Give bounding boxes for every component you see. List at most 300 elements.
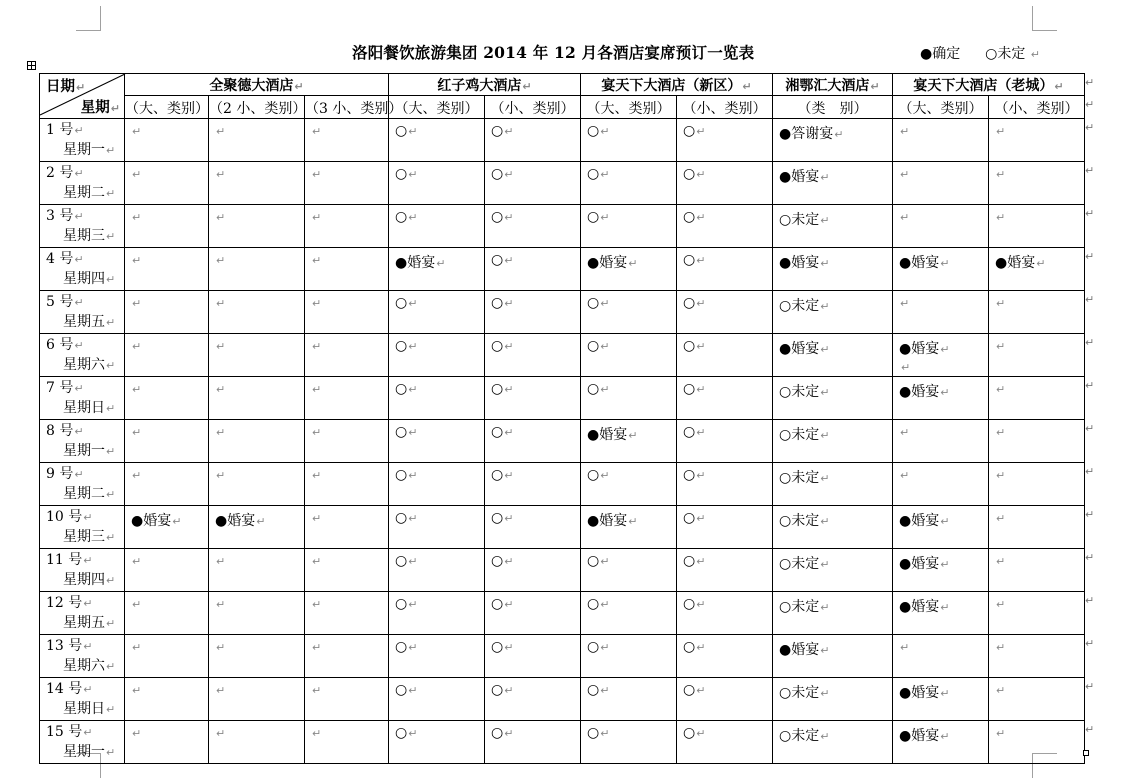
- booking-cell[interactable]: [581, 635, 677, 678]
- booking-cell[interactable]: [773, 635, 893, 678]
- booking-cell[interactable]: [893, 678, 989, 721]
- booking-cell[interactable]: [389, 420, 485, 463]
- booking-cell[interactable]: [209, 377, 305, 420]
- date-cell: [40, 205, 125, 248]
- booking-cell[interactable]: [773, 377, 893, 420]
- booking-status: ○: [683, 338, 696, 354]
- date-text: 2 号: [46, 165, 74, 181]
- booking-cell[interactable]: [989, 248, 1085, 291]
- date-line: [46, 508, 124, 527]
- booking-cell[interactable]: [209, 721, 305, 764]
- weekday-text: 星期日: [63, 400, 105, 416]
- date-line: [46, 465, 124, 484]
- booking-cell[interactable]: [677, 205, 773, 248]
- booking-cell[interactable]: [389, 119, 485, 162]
- booking-cell[interactable]: [209, 248, 305, 291]
- booking-cell[interactable]: [389, 377, 485, 420]
- paragraph-mark-icon: ↵: [504, 512, 514, 525]
- booking-cell[interactable]: [989, 291, 1085, 334]
- booking-cell[interactable]: [209, 678, 305, 721]
- booking-cell[interactable]: [893, 506, 989, 549]
- weekday-text: 星期一: [63, 744, 105, 760]
- booking-cell[interactable]: [305, 248, 389, 291]
- booking-cell[interactable]: [677, 678, 773, 721]
- booking-cell[interactable]: [125, 678, 209, 721]
- hotel-header: [893, 74, 1085, 96]
- booking-cell[interactable]: [305, 334, 389, 377]
- booking-cell[interactable]: [581, 248, 677, 291]
- booking-status: ●婚宴: [395, 255, 436, 271]
- weekday-text: 星期三: [63, 529, 105, 545]
- date-text: 9 号: [46, 466, 74, 482]
- row-end-mark-icon: ↵: [1085, 206, 1095, 220]
- booking-cell[interactable]: [989, 334, 1085, 377]
- booking-cell[interactable]: [773, 248, 893, 291]
- booking-cell[interactable]: [677, 549, 773, 592]
- paragraph-mark-icon: ↵: [256, 515, 266, 528]
- booking-cell[interactable]: [989, 592, 1085, 635]
- booking-cell[interactable]: [581, 592, 677, 635]
- booking-cell[interactable]: [485, 678, 581, 721]
- paragraph-mark-icon: ↵: [600, 727, 610, 740]
- booking-status: ○: [395, 209, 408, 225]
- date-line: [46, 379, 124, 398]
- paragraph-mark-icon: ↵: [696, 641, 706, 654]
- booking-status: ○: [587, 123, 600, 139]
- paragraph-mark-icon: ↵: [600, 684, 610, 697]
- booking-cell[interactable]: [989, 420, 1085, 463]
- booking-cell[interactable]: [485, 506, 581, 549]
- booking-cell[interactable]: [989, 162, 1085, 205]
- booking-cell[interactable]: [305, 291, 389, 334]
- booking-status: ○未定: [779, 513, 820, 529]
- paragraph-mark-icon: ↵: [408, 641, 418, 654]
- booking-cell[interactable]: [773, 291, 893, 334]
- booking-status: ●婚宴: [899, 556, 940, 572]
- category-label: （大、类别）: [394, 101, 479, 117]
- category-header: [125, 96, 209, 119]
- paragraph-mark-icon: ↵: [504, 168, 514, 181]
- booking-cell[interactable]: [989, 205, 1085, 248]
- crop-mark-top-left: [76, 6, 101, 31]
- booking-cell[interactable]: [893, 162, 989, 205]
- paragraph-mark-icon: ↵: [996, 727, 1006, 740]
- weekday-line: [46, 226, 124, 247]
- booking-cell[interactable]: [677, 162, 773, 205]
- category-header: [389, 96, 485, 119]
- booking-status: ○: [683, 725, 696, 741]
- date-cell: [40, 506, 125, 549]
- booking-status: ○未定: [779, 212, 820, 228]
- booking-cell[interactable]: [125, 119, 209, 162]
- booking-cell[interactable]: [773, 463, 893, 506]
- booking-cell[interactable]: [773, 506, 893, 549]
- booking-cell[interactable]: [773, 678, 893, 721]
- booking-cell[interactable]: [209, 592, 305, 635]
- row-end-mark-icon: ↵: [1085, 593, 1095, 607]
- booking-cell[interactable]: [677, 506, 773, 549]
- table-resize-handle-icon[interactable]: [1083, 750, 1089, 756]
- date-cell: [40, 463, 125, 506]
- booking-cell[interactable]: [305, 463, 389, 506]
- booking-cell[interactable]: [989, 721, 1085, 764]
- booking-cell[interactable]: [893, 248, 989, 291]
- paragraph-mark-icon: ↵: [312, 598, 322, 611]
- booking-cell[interactable]: [893, 205, 989, 248]
- booking-cell[interactable]: [485, 205, 581, 248]
- row-end-mark-icon: ↵: [1085, 679, 1095, 693]
- paragraph-mark-icon: ↵: [996, 297, 1006, 310]
- paragraph-mark-icon: ↵: [696, 512, 706, 525]
- booking-cell[interactable]: [209, 291, 305, 334]
- booking-cell[interactable]: [209, 334, 305, 377]
- weekday-line: [46, 570, 124, 591]
- booking-cell[interactable]: [893, 420, 989, 463]
- booking-cell[interactable]: [485, 592, 581, 635]
- paragraph-mark-icon: ↵: [408, 211, 418, 224]
- category-label: （大、类别）: [898, 101, 983, 117]
- paragraph-mark-icon: ↵: [132, 426, 142, 439]
- booking-cell[interactable]: [389, 334, 485, 377]
- hotel-header: [389, 74, 581, 96]
- row-end-mark-icon: ↵: [1085, 163, 1095, 177]
- booking-cell[interactable]: [989, 119, 1085, 162]
- booking-status: ●婚宴: [215, 513, 256, 529]
- booking-cell[interactable]: [677, 635, 773, 678]
- paragraph-mark-icon: ↵: [820, 343, 830, 356]
- booking-cell[interactable]: [989, 463, 1085, 506]
- booking-status: ○: [683, 295, 696, 311]
- booking-cell[interactable]: [893, 635, 989, 678]
- booking-status: ○: [395, 467, 408, 483]
- paragraph-mark-icon: ↵: [132, 684, 142, 697]
- booking-cell[interactable]: [893, 721, 989, 764]
- booking-cell[interactable]: [485, 291, 581, 334]
- row-end-mark-icon: ↵: [1085, 636, 1095, 650]
- booking-status: ○: [491, 295, 504, 311]
- booking-status: ○: [395, 424, 408, 440]
- booking-cell[interactable]: [389, 463, 485, 506]
- booking-cell[interactable]: [305, 721, 389, 764]
- booking-cell[interactable]: [209, 119, 305, 162]
- booking-cell[interactable]: [305, 678, 389, 721]
- date-text: 5 号: [46, 294, 74, 310]
- booking-cell[interactable]: [677, 248, 773, 291]
- paragraph-mark-icon: ↵: [996, 340, 1006, 353]
- booking-cell[interactable]: [773, 119, 893, 162]
- booking-cell[interactable]: [581, 420, 677, 463]
- booking-status: ○: [587, 596, 600, 612]
- paragraph-mark-icon: ↵: [312, 641, 322, 654]
- weekday-text: 星期二: [63, 185, 105, 201]
- date-line: [46, 680, 124, 699]
- table-row: [40, 721, 1085, 764]
- booking-cell[interactable]: [125, 592, 209, 635]
- booking-cell[interactable]: [677, 420, 773, 463]
- booking-cell[interactable]: [893, 463, 989, 506]
- table-row: [40, 463, 1085, 506]
- booking-cell[interactable]: [581, 205, 677, 248]
- booking-cell[interactable]: [305, 549, 389, 592]
- weekday-text: 星期五: [63, 314, 105, 330]
- booking-cell[interactable]: [581, 334, 677, 377]
- paragraph-mark-icon: ↵: [628, 515, 638, 528]
- paragraph-mark-icon: ↵: [110, 102, 120, 115]
- weekday-line: [46, 398, 124, 419]
- booking-cell[interactable]: [209, 549, 305, 592]
- paragraph-mark-icon: ↵: [696, 727, 706, 740]
- paragraph-mark-icon: ↵: [106, 746, 116, 759]
- paragraph-mark-icon: ↵: [106, 660, 116, 673]
- booking-cell[interactable]: [893, 377, 989, 420]
- paragraph-mark-icon: ↵: [600, 340, 610, 353]
- paragraph-mark-icon: ↵: [696, 340, 706, 353]
- booking-status: ○: [395, 596, 408, 612]
- booking-cell[interactable]: [773, 721, 893, 764]
- booking-status: ○: [683, 510, 696, 526]
- booking-cell[interactable]: [389, 592, 485, 635]
- booking-cell[interactable]: [389, 506, 485, 549]
- booking-cell[interactable]: [677, 291, 773, 334]
- paragraph-mark-icon: ↵: [900, 125, 910, 138]
- booking-cell[interactable]: [125, 420, 209, 463]
- date-line: [46, 422, 124, 441]
- paragraph-mark-icon: ↵: [820, 515, 830, 528]
- booking-cell[interactable]: [677, 119, 773, 162]
- booking-status: ○: [491, 123, 504, 139]
- table-row: [40, 162, 1085, 205]
- booking-cell[interactable]: [125, 463, 209, 506]
- paragraph-mark-icon: ↵: [504, 598, 514, 611]
- paragraph-mark-icon: ↵: [820, 214, 830, 227]
- paragraph-mark-icon: ↵: [216, 426, 226, 439]
- booking-status: ○: [683, 424, 696, 440]
- booking-status: ○: [587, 553, 600, 569]
- booking-cell[interactable]: [485, 420, 581, 463]
- booking-cell[interactable]: [389, 205, 485, 248]
- booking-cell[interactable]: [893, 334, 989, 377]
- booking-status: ○: [587, 467, 600, 483]
- booking-status: ○: [683, 123, 696, 139]
- booking-cell[interactable]: [485, 549, 581, 592]
- paragraph-mark-icon: ↵: [820, 601, 830, 614]
- booking-status: ●婚宴: [779, 169, 820, 185]
- booking-cell[interactable]: [305, 635, 389, 678]
- paragraph-mark-icon: ↵: [312, 340, 322, 353]
- booking-cell[interactable]: [125, 635, 209, 678]
- booking-cell[interactable]: [209, 420, 305, 463]
- table-row: [40, 592, 1085, 635]
- booking-cell[interactable]: [305, 377, 389, 420]
- booking-cell[interactable]: [125, 248, 209, 291]
- booking-cell[interactable]: [773, 592, 893, 635]
- paragraph-mark-icon: ↵: [696, 383, 706, 396]
- booking-status: ●婚宴: [587, 255, 628, 271]
- booking-status: ○: [395, 682, 408, 698]
- booking-cell[interactable]: [125, 334, 209, 377]
- booking-status: ○: [491, 338, 504, 354]
- paragraph-mark-icon: ↵: [132, 211, 142, 224]
- booking-cell[interactable]: [209, 506, 305, 549]
- booking-cell[interactable]: [389, 635, 485, 678]
- booking-cell[interactable]: [485, 463, 581, 506]
- booking-cell[interactable]: [581, 291, 677, 334]
- booking-cell[interactable]: [485, 377, 581, 420]
- table-move-handle-icon[interactable]: [27, 61, 36, 70]
- booking-cell[interactable]: [125, 162, 209, 205]
- booking-cell[interactable]: [125, 377, 209, 420]
- weekday-line: [46, 312, 124, 333]
- category-header: [677, 96, 773, 119]
- paragraph-mark-icon: ↵: [106, 273, 116, 286]
- booking-cell[interactable]: [485, 334, 581, 377]
- booking-cell[interactable]: [773, 420, 893, 463]
- booking-cell[interactable]: [389, 678, 485, 721]
- date-line: [46, 551, 124, 570]
- weekday-line: [46, 742, 124, 763]
- paragraph-mark-icon: ↵: [996, 383, 1006, 396]
- booking-cell[interactable]: [581, 506, 677, 549]
- paragraph-mark-icon: ↵: [132, 254, 142, 267]
- paragraph-mark-icon: ↵: [216, 469, 226, 482]
- booking-cell[interactable]: [125, 721, 209, 764]
- paragraph-mark-icon: ↵: [74, 382, 84, 395]
- paragraph-mark-icon: ↵: [408, 684, 418, 697]
- weekday-line: [46, 140, 124, 161]
- paragraph-mark-icon: ↵: [996, 469, 1006, 482]
- weekday-line: [46, 355, 124, 376]
- booking-cell[interactable]: [485, 248, 581, 291]
- paragraph-mark-icon: ↵: [106, 703, 116, 716]
- booking-status: ○: [395, 510, 408, 526]
- booking-status: ○未定: [779, 384, 820, 400]
- booking-cell[interactable]: [125, 205, 209, 248]
- paragraph-mark-icon: ↵: [940, 343, 950, 356]
- booking-cell[interactable]: [125, 291, 209, 334]
- category-header: [209, 96, 305, 119]
- booking-cell[interactable]: [581, 463, 677, 506]
- booking-cell[interactable]: [581, 162, 677, 205]
- booking-status: ○: [395, 553, 408, 569]
- booking-cell[interactable]: [773, 162, 893, 205]
- date-cell: [40, 549, 125, 592]
- table-row: [40, 635, 1085, 678]
- booking-cell[interactable]: [581, 678, 677, 721]
- paragraph-mark-icon: ↵: [996, 684, 1006, 697]
- booking-cell[interactable]: [209, 463, 305, 506]
- booking-cell[interactable]: [893, 119, 989, 162]
- paragraph-mark-icon: ↵: [870, 80, 880, 93]
- booking-cell[interactable]: [581, 721, 677, 764]
- booking-cell[interactable]: [773, 549, 893, 592]
- paragraph-mark-icon: ↵: [940, 601, 950, 614]
- booking-cell[interactable]: [209, 205, 305, 248]
- booking-cell[interactable]: [389, 248, 485, 291]
- date-line: [46, 594, 124, 613]
- booking-cell[interactable]: [485, 635, 581, 678]
- paragraph-mark-icon: ↵: [312, 383, 322, 396]
- booking-status: ●婚宴: [587, 427, 628, 443]
- booking-cell[interactable]: [485, 162, 581, 205]
- paragraph-mark-icon: ↵: [74, 425, 84, 438]
- booking-status: ○: [395, 639, 408, 655]
- booking-cell[interactable]: [305, 592, 389, 635]
- row-end-mark-icon: ↵: [1085, 75, 1095, 89]
- booking-cell[interactable]: [581, 377, 677, 420]
- booking-cell[interactable]: [893, 549, 989, 592]
- paragraph-mark-icon: ↵: [600, 383, 610, 396]
- booking-cell[interactable]: [677, 334, 773, 377]
- booking-cell[interactable]: [389, 162, 485, 205]
- paragraph-mark-icon: ↵: [408, 555, 418, 568]
- booking-status: ○: [395, 381, 408, 397]
- booking-cell[interactable]: [989, 678, 1085, 721]
- booking-cell[interactable]: [893, 291, 989, 334]
- weekday-text: 星期四: [63, 572, 105, 588]
- paragraph-mark-icon: ↵: [132, 641, 142, 654]
- hotel-name: 湘鄂汇大酒店: [785, 78, 870, 94]
- booking-cell[interactable]: [893, 592, 989, 635]
- table-row: [40, 549, 1085, 592]
- booking-cell[interactable]: [677, 592, 773, 635]
- booking-cell[interactable]: [989, 635, 1085, 678]
- booking-cell[interactable]: [389, 291, 485, 334]
- booking-cell[interactable]: [305, 420, 389, 463]
- paragraph-mark-icon: ↵: [83, 554, 93, 567]
- row-end-mark-icon: ↵: [1085, 421, 1095, 435]
- paragraph-mark-icon: ↵: [820, 730, 830, 743]
- booking-status: ○: [395, 338, 408, 354]
- booking-cell[interactable]: [677, 377, 773, 420]
- booking-cell[interactable]: [989, 549, 1085, 592]
- weekday-line: [46, 656, 124, 677]
- booking-cell[interactable]: [485, 119, 581, 162]
- booking-cell[interactable]: [677, 721, 773, 764]
- booking-cell[interactable]: [773, 334, 893, 377]
- booking-cell[interactable]: [989, 377, 1085, 420]
- booking-cell[interactable]: [677, 463, 773, 506]
- booking-cell[interactable]: [305, 119, 389, 162]
- paragraph-mark-icon: ↵: [996, 555, 1006, 568]
- weekday-text: 星期四: [63, 271, 105, 287]
- booking-cell[interactable]: [389, 549, 485, 592]
- booking-cell[interactable]: [209, 635, 305, 678]
- paragraph-mark-icon: ↵: [106, 230, 116, 243]
- paragraph-mark-icon: ↵: [600, 641, 610, 654]
- booking-cell[interactable]: [389, 721, 485, 764]
- booking-status: ○: [395, 295, 408, 311]
- booking-cell[interactable]: [305, 506, 389, 549]
- booking-cell[interactable]: [581, 549, 677, 592]
- paragraph-mark-icon: ↵: [600, 211, 610, 224]
- booking-cell[interactable]: [125, 506, 209, 549]
- row-end-mark-icon: ↵: [1085, 722, 1095, 736]
- weekday-text: 星期二: [63, 486, 105, 502]
- paragraph-mark-icon: ↵: [132, 168, 142, 181]
- booking-cell[interactable]: [485, 721, 581, 764]
- booking-cell[interactable]: [581, 119, 677, 162]
- booking-cell[interactable]: [305, 205, 389, 248]
- paragraph-mark-icon: ↵: [106, 144, 116, 157]
- row-end-mark-icon: ↵: [1085, 335, 1095, 349]
- paragraph-mark-icon: ↵: [1036, 257, 1046, 270]
- booking-cell[interactable]: [209, 162, 305, 205]
- booking-cell[interactable]: [989, 506, 1085, 549]
- booking-cell[interactable]: [305, 162, 389, 205]
- weekday-text: 星期六: [63, 658, 105, 674]
- booking-cell[interactable]: [125, 549, 209, 592]
- booking-cell[interactable]: [773, 205, 893, 248]
